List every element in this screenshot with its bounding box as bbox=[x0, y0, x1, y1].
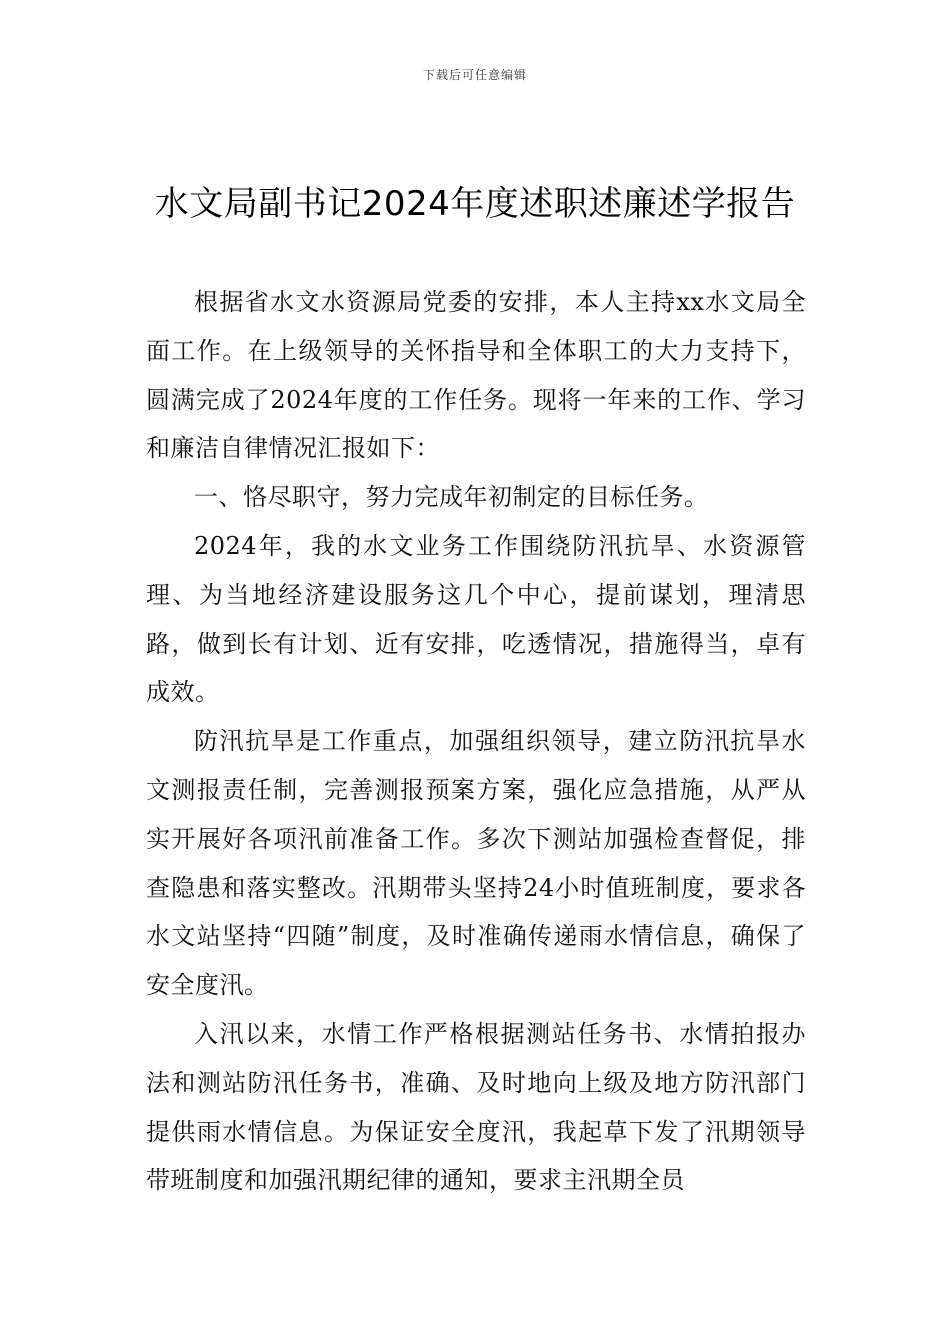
document-body bbox=[146, 278, 806, 1205]
paragraph-work-overview: 2024年，我的水文业务工作围绕防汛抗旱、水资源管理、为当地经济建设服务这几个中心，提前谋划，理清思路，做到长有计划、近有安排，吃透情况，措施得当，卓有成效。 bbox=[146, 531, 806, 707]
paragraph-water-info: 入汛以来，水情工作严格根据测站任务书、水情拍报办法和测站防汛任务书，准确、及时地向上级及地方防汛部门提供雨水情信息。为保证安全度汛，我起草下发了汛期领导带班制度和加强汛期纪律的通知，要求主汛期全员 bbox=[146, 1019, 806, 1195]
header-note: 下载后可任意编辑 bbox=[422, 68, 527, 82]
paragraph-intro: 根据省水文水资源局党委的安排，本人主持xx水文局全面工作。在上级领导的关怀指导和全体职工的大力支持下，圆满完成了2024年度的工作任务。现将一年来的工作、学习和廉洁自律情况汇报如下： bbox=[146, 288, 806, 463]
document-title: 水文局副书记2024年度述职述廉述学报告 bbox=[154, 184, 796, 224]
paragraph-flood-control: 防汛抗旱是工作重点，加强组织领导，建立防汛抗旱水文测报责任制，完善测报预案方案，强化应急措施，从严从实开展好各项汛前准备工作。多次下测站加强检查督促，排查隐患和落实整改。汛期带头坚持24小时值班制度，要求各水文站坚持“四随”制度，及时准确传递雨水情信息，确保了安全度汛。 bbox=[146, 727, 806, 1000]
paragraph-section-heading: 一、恪尽职守，努力完成年初制定的目标任务。 bbox=[194, 483, 709, 512]
